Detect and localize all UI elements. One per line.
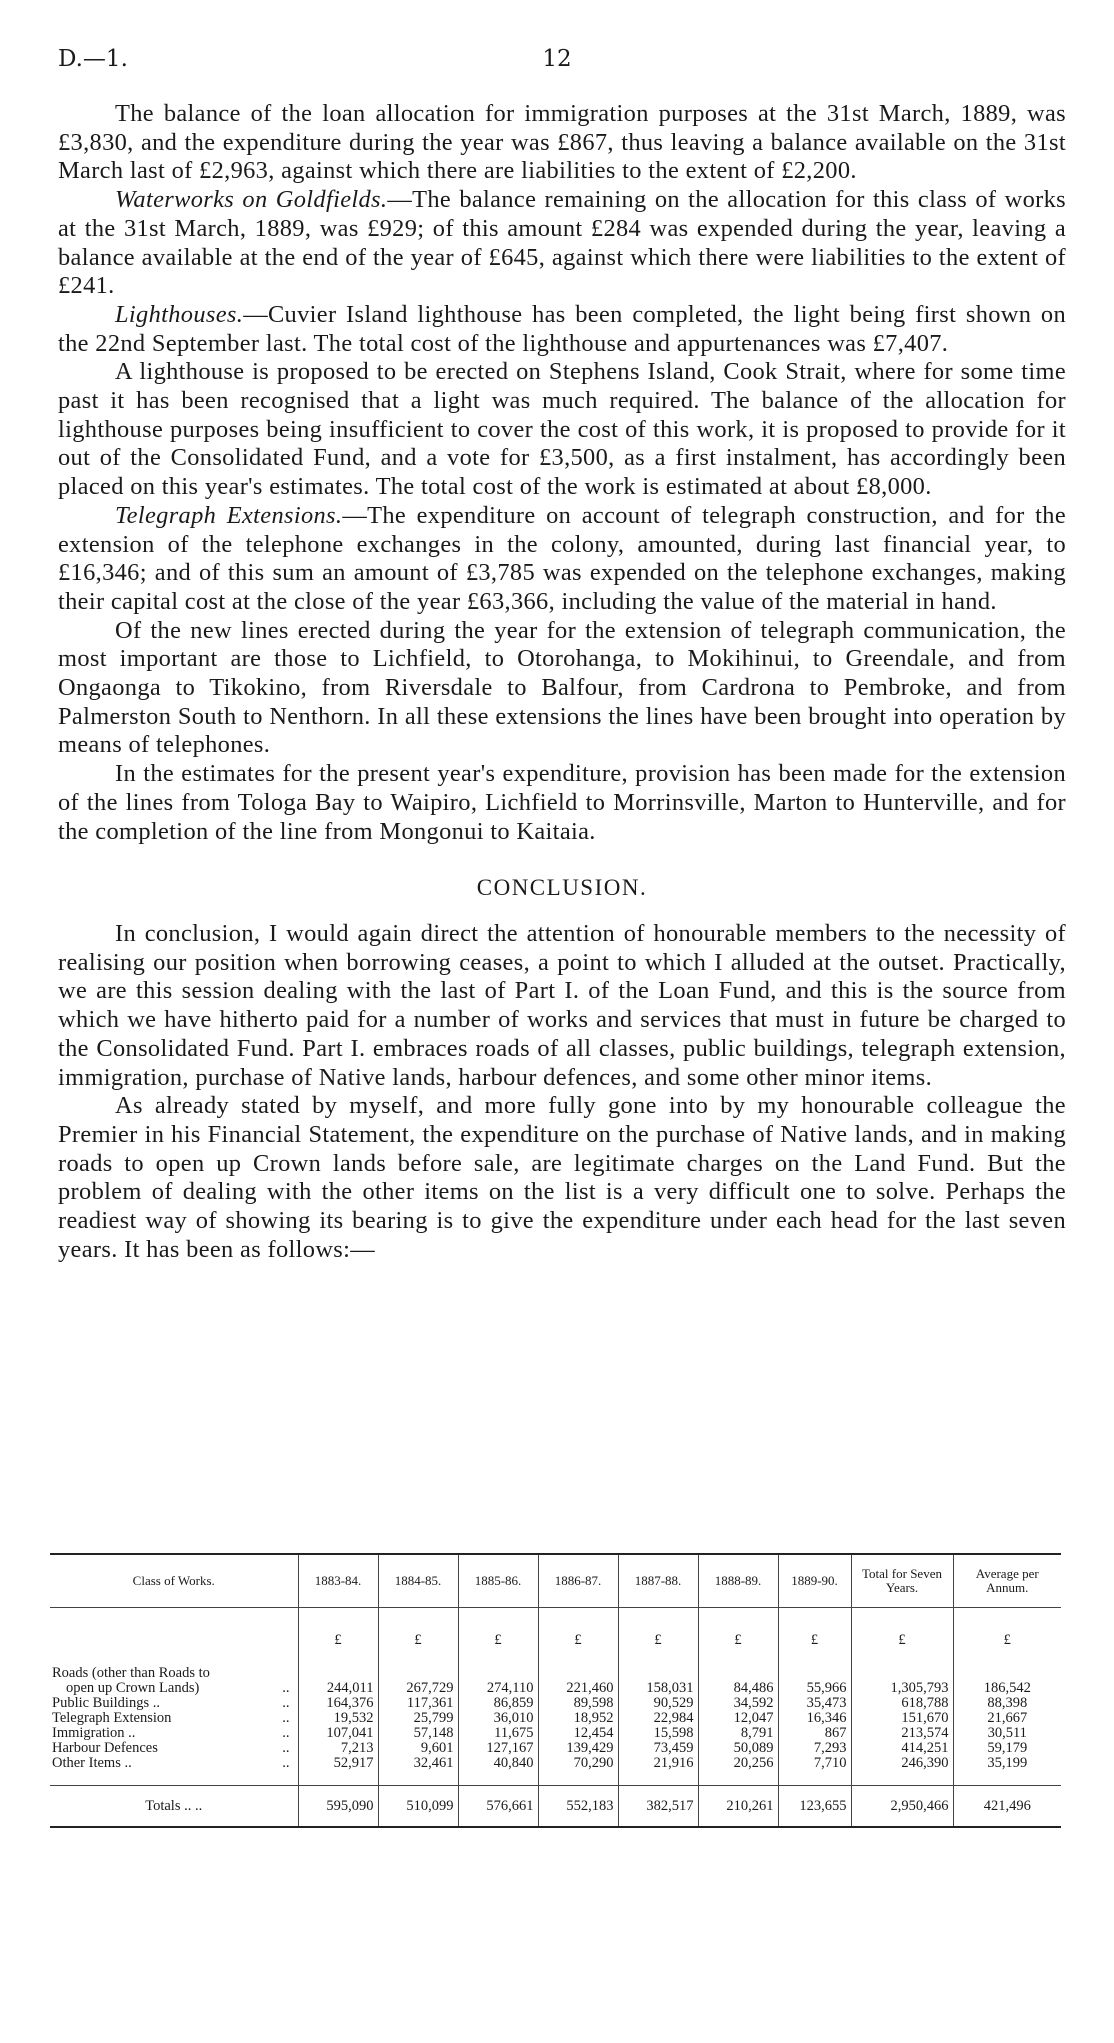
table-header-row <box>50 1555 1061 1608</box>
col-header-class: Class of Works. <box>50 1555 298 1608</box>
currency-symbol: £ <box>1003 1632 1011 1648</box>
col-header-average: Average per Annum. <box>953 1555 1061 1608</box>
totals-label: Totals .. <box>145 1797 192 1814</box>
table-cell: 59,179 <box>987 1740 1028 1756</box>
table-row: Telegraph Extension .. 19,532 25,799 36,010 18,952 22,984 12,047 16,346 151,670 21,667 <box>50 1711 1061 1726</box>
table-cell: 15,598 <box>618 1726 698 1741</box>
table-cell: 32,461 <box>378 1756 458 1771</box>
paragraph-stephens-island: A lighthouse is proposed to be erected on Stephens Island, Cook Strait, where for some time past it has been recognised that a light was much required. The balance of the allocation for lighthouse purposes being insufficient to cover the cost of this work, it is proposed to provide for it out of the Consolidated Fund, and a vote for £3,500, as a first instalment, has accordingly been placed on this year's estimates. The total cost of the work is estimated at about £8,000. <box>58 358 1066 501</box>
table-cell: 7,710 <box>778 1756 851 1771</box>
total-cell: 552,183 <box>538 1786 618 1828</box>
table-cell: 186,542 <box>983 1680 1031 1696</box>
table-cell: 414,251 <box>851 1741 953 1756</box>
total-cell: 421,496 <box>953 1786 1061 1828</box>
currency-symbol: £ <box>538 1608 618 1653</box>
row-label: Other Items .. <box>52 1755 132 1771</box>
table-cell: 12,454 <box>538 1726 618 1741</box>
currency-symbol: £ <box>778 1608 851 1653</box>
page-number: 12 <box>542 46 572 72</box>
table-cell: 21,667 <box>987 1710 1028 1726</box>
table-cell: 25,799 <box>378 1711 458 1726</box>
col-header-year: 1886-87. <box>538 1555 618 1608</box>
table-cell: 70,290 <box>538 1756 618 1771</box>
table-row: Harbour Defences .. 7,213 9,601 127,167 139,429 73,459 50,089 7,293 414,251 59,179 <box>50 1741 1061 1756</box>
table-cell: 35,473 <box>778 1696 851 1711</box>
paragraph-conclusion: In conclusion, I would again direct the attention of honourable members to the necessity of realising our position when borrowing ceases, a point to which I alluded at the outset. Practically, we are this session dealing with the last of Part I. of the Loan Fund, and this is the source from which we have hitherto paid for a number of works and services that must in future be charged to the Consolidated Fund. Part I. embraces roads of all classes, public buildings, telegraph extension, immigration, purchase of Native lands, harbour defences, and some other minor items. <box>58 919 1066 1091</box>
expenditure-table <box>50 1553 1061 1828</box>
table-cell: 158,031 <box>618 1681 698 1696</box>
total-cell: 2,950,466 <box>851 1786 953 1828</box>
table-cell: 84,486 <box>698 1681 778 1696</box>
currency-symbol: £ <box>298 1608 378 1653</box>
table-cell: 274,110 <box>458 1681 538 1696</box>
table-cell: 246,390 <box>851 1756 953 1771</box>
col-header-year: 1888-89. <box>698 1555 778 1608</box>
total-cell: 123,655 <box>778 1786 851 1828</box>
table-cell: 34,592 <box>698 1696 778 1711</box>
currency-row <box>50 1608 1061 1653</box>
table-cell: 55,966 <box>778 1681 851 1696</box>
col-header-total: Total for Seven Years. <box>851 1555 953 1608</box>
table-cell: 21,916 <box>618 1756 698 1771</box>
table-cell: 244,011 <box>298 1681 378 1696</box>
table-cell: 618,788 <box>851 1696 953 1711</box>
currency-symbol: £ <box>698 1608 778 1653</box>
table-cell: 117,361 <box>378 1696 458 1711</box>
table-cell: 35,199 <box>987 1755 1028 1771</box>
row-label: Immigration .. <box>52 1725 136 1741</box>
table-row <box>50 1666 1061 1681</box>
paragraph-immigration: The balance of the loan allocation for immigration purposes at the 31st March, 1889, was £3,830, and the expenditure during the year was £867, thus leaving a balance available on the 31st March last of £2,963, against which there are liabilities to the extent of £2,200. <box>58 100 1066 185</box>
currency-symbol: £ <box>851 1608 953 1653</box>
col-header-year: 1885-86. <box>458 1555 538 1608</box>
table-cell: 12,047 <box>698 1711 778 1726</box>
paragraph-new-lines: Of the new lines erected during the year for the extension of telegraph communication, the most important are those to Lichfield, to Otorohanga, to Mokihinui, to Greendale, and from Ongaonga to Tikokino, from Riversdale to Balfour, from Cardrona to Pembroke, and from Palmerston South to Nenthorn. In all these extensions the lines have been brought into operation by means of telephones. <box>58 616 1066 759</box>
table-cell: 267,729 <box>378 1681 458 1696</box>
table-cell: 30,511 <box>987 1725 1027 1741</box>
totals-row: Totals .. .. 595,090 510,099 576,661 552,183 382,517 210,261 123,655 2,950,466 421,496 <box>50 1786 1061 1828</box>
table-row: Public Buildings .. .. 164,376 117,361 86,859 89,598 90,529 34,592 35,473 618,788 88,398 <box>50 1696 1061 1711</box>
table-cell: 90,529 <box>618 1696 698 1711</box>
table-cell: 151,670 <box>851 1711 953 1726</box>
table-cell: 11,675 <box>458 1726 538 1741</box>
table-cell: 52,917 <box>298 1756 378 1771</box>
table-cell: 213,574 <box>851 1726 953 1741</box>
total-cell: 510,099 <box>378 1786 458 1828</box>
table-cell: 8,791 <box>698 1726 778 1741</box>
table-cell: 22,984 <box>618 1711 698 1726</box>
table-cell: 50,089 <box>698 1741 778 1756</box>
body-text <box>58 100 1066 1264</box>
row-label: Telegraph Extension <box>52 1710 172 1726</box>
col-header-year: 1889-90. <box>778 1555 851 1608</box>
table-cell: 20,256 <box>698 1756 778 1771</box>
table-cell: 9,601 <box>378 1741 458 1756</box>
table-cell: 18,952 <box>538 1711 618 1726</box>
table-cell: 164,376 <box>298 1696 378 1711</box>
paragraph-lighthouses: Lighthouses.—Cuvier Island lighthouse has been completed, the light being first shown on the 22nd September last. The total cost of the lighthouse and appurtenances was £7,407. <box>58 300 1066 357</box>
col-header-year: 1884-85. <box>378 1555 458 1608</box>
table-cell: 40,840 <box>458 1756 538 1771</box>
table-cell: 107,041 <box>298 1726 378 1741</box>
table-cell: 867 <box>778 1726 851 1741</box>
table-cell: 86,859 <box>458 1696 538 1711</box>
paragraph-already-stated: As already stated by myself, and more fully gone into by my honourable colleague the Premier in his Financial Statement, the expenditure on the purchase of Native lands, and in making roads to open up Crown lands before sale, are legitimate charges on the Land Fund. But the problem of dealing with the other items on the list is a very difficult one to solve. Perhaps the readiest way of showing its bearing is to give the expenditure under each head for the last seven years. It has been as follows:— <box>58 1092 1066 1263</box>
table-cell: 221,460 <box>538 1681 618 1696</box>
paragraph-waterworks: Waterworks on Goldfields.—The balance remaining on the allocation for this class of works at the 31st March, 1889, was £929; of this amount £284 was expended during the year, leaving a balance available at the end of the year of £645, against which there were liabilities to the extent of £241. <box>58 186 1066 300</box>
conclusion-heading: CONCLUSION. <box>476 875 648 901</box>
table-row: Other Items .. .. 52,917 32,461 40,840 70,290 21,916 20,256 7,710 246,390 35,199 <box>50 1756 1061 1771</box>
row-label: Public Buildings .. <box>52 1695 160 1711</box>
total-cell: 595,090 <box>298 1786 378 1828</box>
total-cell: 382,517 <box>618 1786 698 1828</box>
table-cell: 36,010 <box>458 1711 538 1726</box>
table-cell: 89,598 <box>538 1696 618 1711</box>
col-header-year: 1883-84. <box>298 1555 378 1608</box>
table-cell: 127,167 <box>458 1741 538 1756</box>
table-cell: 19,532 <box>298 1711 378 1726</box>
total-cell: 210,261 <box>698 1786 778 1828</box>
document-reference: D.—1. <box>58 46 128 72</box>
table-cell: 1,305,793 <box>851 1681 953 1696</box>
paragraph-telegraph-extensions: Telegraph Extensions.—The expenditure on account of telegraph construction, and for the extension of the telephone exchanges in the colony, amounted, during last financial year, to £16,346; and of this sum an amount of £3,785 was expended on the telephone exchanges, making their capital cost at the close of the year £63,366, including the value of the material in hand. <box>58 501 1067 615</box>
table-cell: 7,293 <box>778 1741 851 1756</box>
table-cell: 16,346 <box>778 1711 851 1726</box>
table-cell: 7,213 <box>298 1741 378 1756</box>
currency-symbol: £ <box>458 1608 538 1653</box>
col-header-year: 1887-88. <box>618 1555 698 1608</box>
table-cell: 57,148 <box>378 1726 458 1741</box>
table-cell: 139,429 <box>538 1741 618 1756</box>
row-label: Roads (other than Roads to <box>50 1666 298 1681</box>
table-row: open up Crown Lands) .. 244,011 267,729 274,110 221,460 158,031 84,486 55,966 1,305,793 186,542 <box>50 1681 1061 1696</box>
table-cell: 73,459 <box>618 1741 698 1756</box>
table-row: Immigration .. .. 107,041 57,148 11,675 12,454 15,598 8,791 867 213,574 30,511 <box>50 1726 1061 1741</box>
currency-symbol: £ <box>618 1608 698 1653</box>
row-label: Harbour Defences <box>52 1740 158 1756</box>
currency-symbol: £ <box>378 1608 458 1653</box>
table-cell: 88,398 <box>987 1695 1028 1711</box>
paragraph-estimates: In the estimates for the present year's expenditure, provision has been made for the extension of the lines from Tologa Bay to Waipiro, Lichfield to Morrinsville, Marton to Hunterville, and for the completion of the line from Mongonui to Kaitaia. <box>58 760 1066 845</box>
row-label: open up Crown Lands) <box>66 1680 200 1696</box>
total-cell: 576,661 <box>458 1786 538 1828</box>
